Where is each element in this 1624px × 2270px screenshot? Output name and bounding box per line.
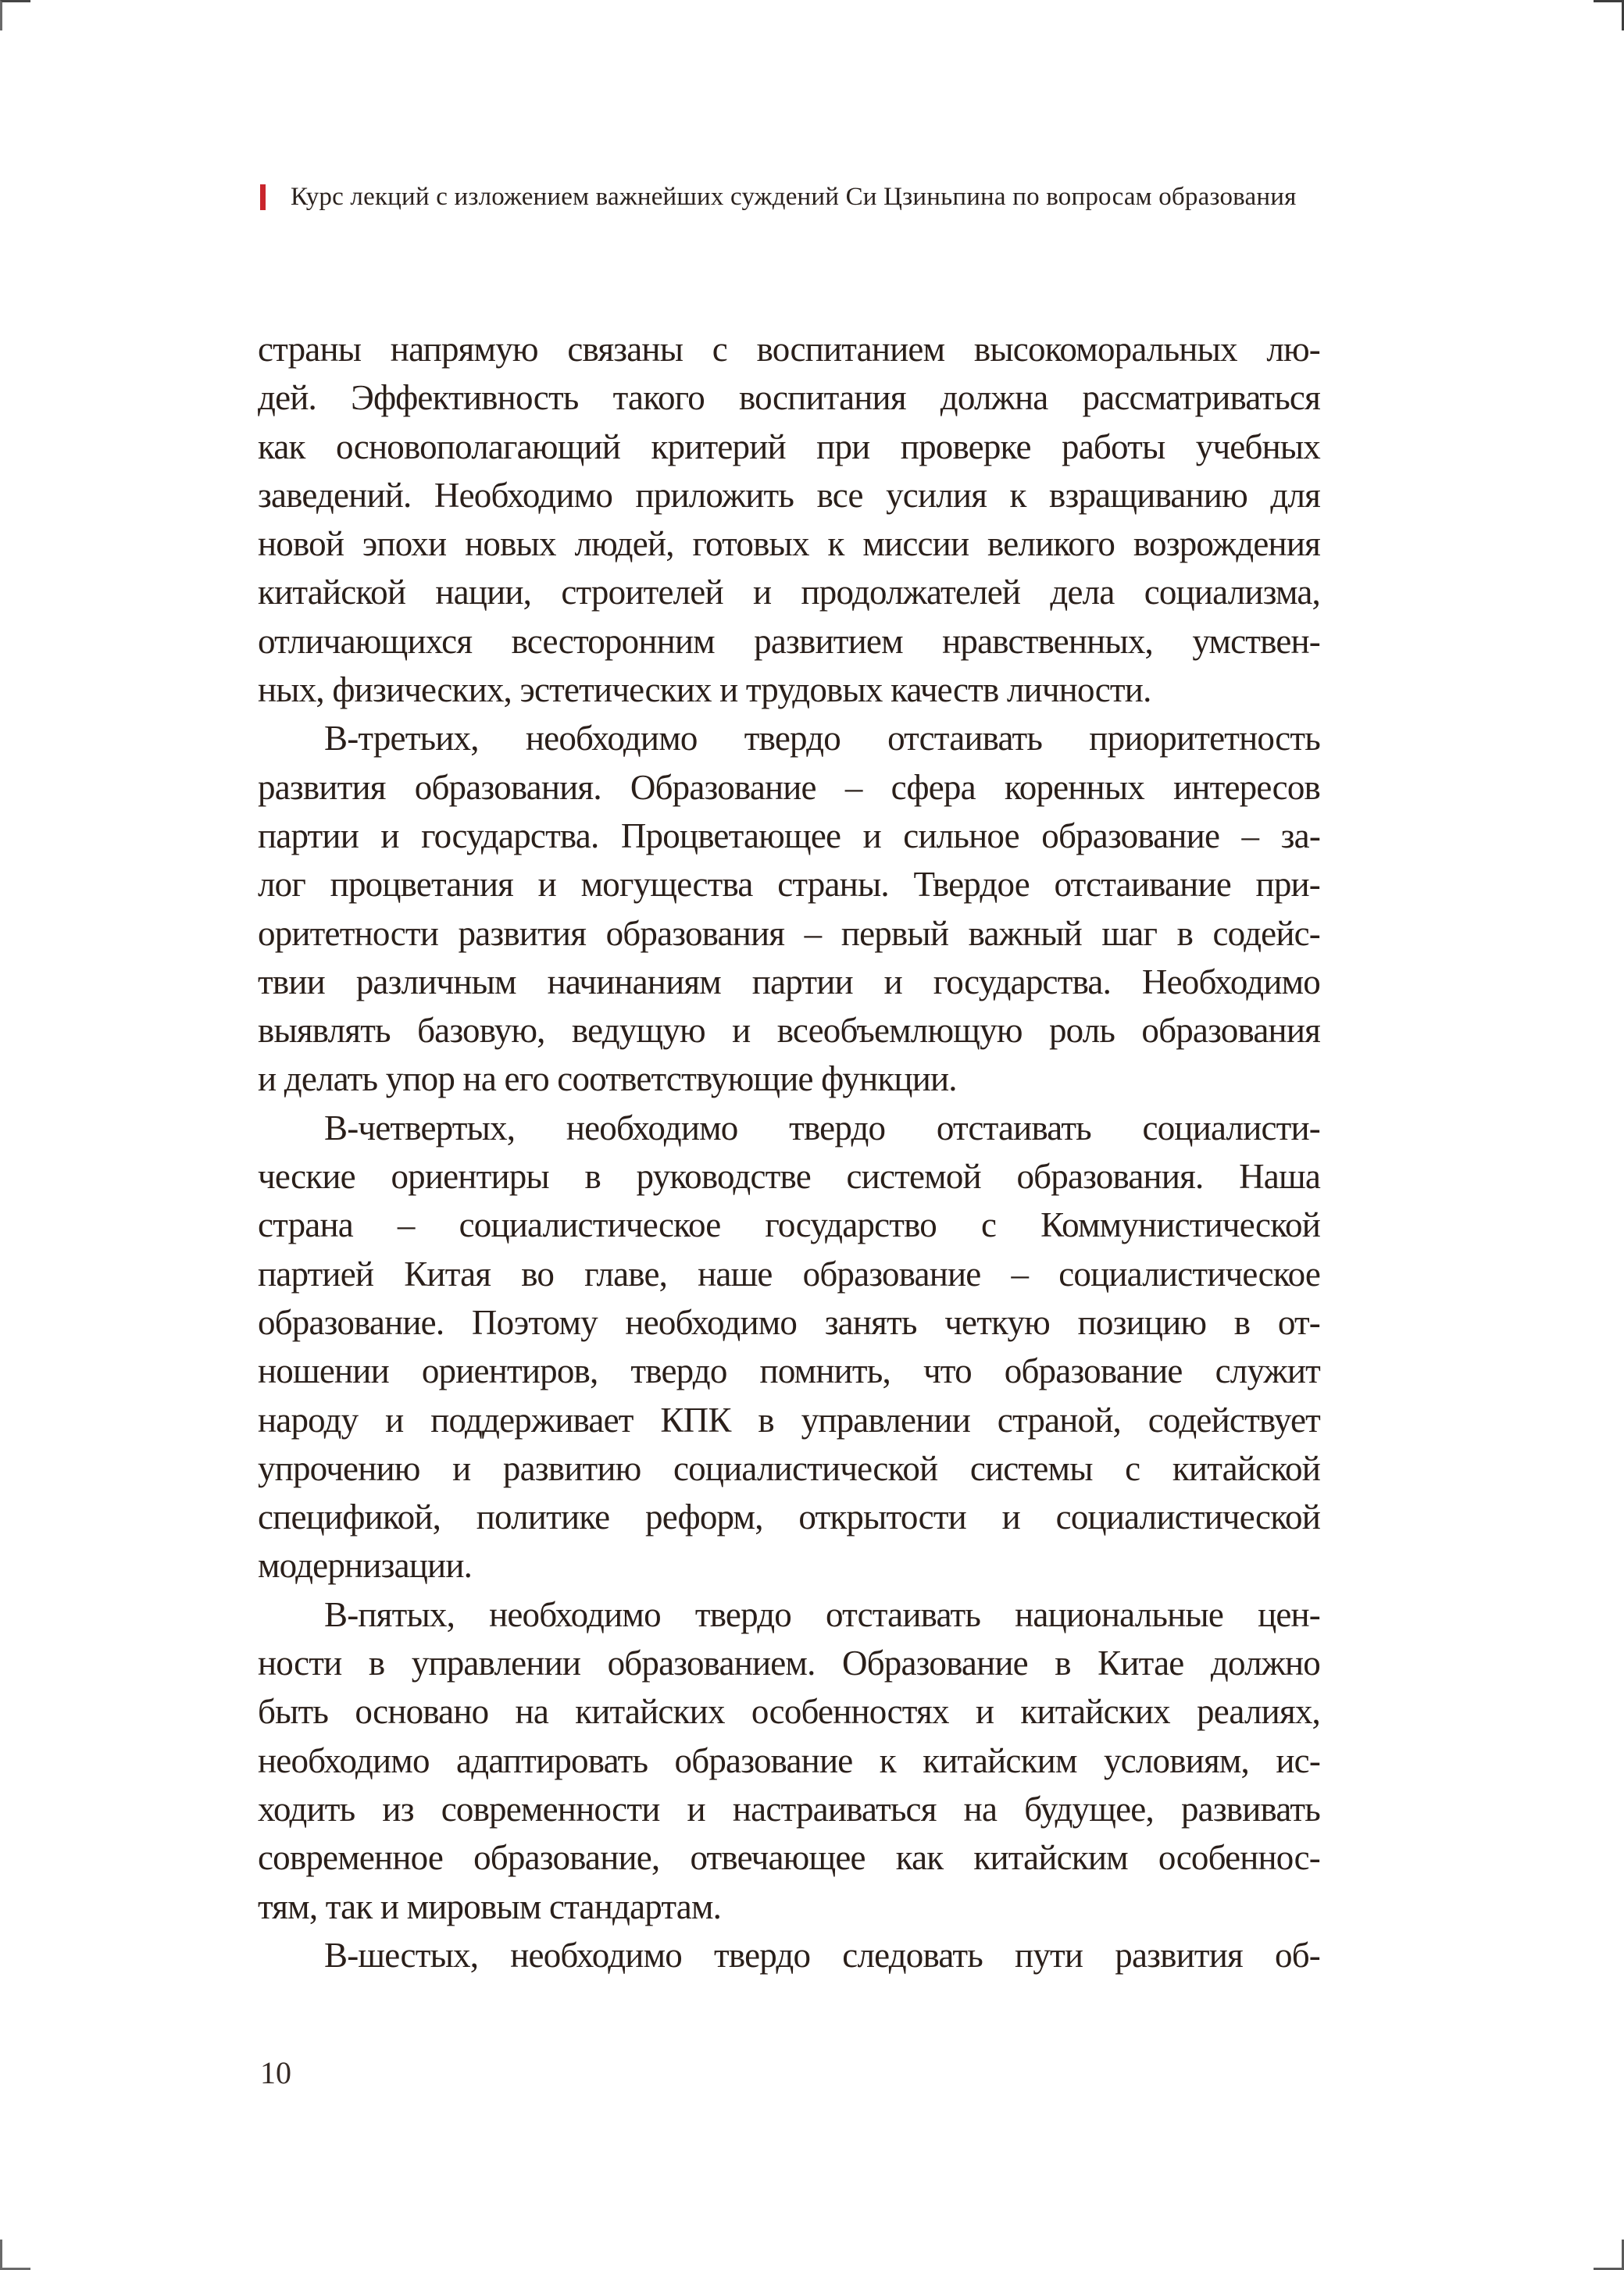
body-line: модернизации. — [258, 1546, 473, 1586]
body-line: твии различным начинаниям партии и государства. Необходимо — [258, 962, 1320, 1001]
scan-corner-mark-top-left — [0, 0, 30, 30]
body-line: ных, физических, эстетических и трудовых качеств личности. — [258, 670, 1151, 710]
body-line: страна – социалистическое государство с Коммунистической — [258, 1205, 1320, 1245]
body-line: упрочению и развитию социалистической системы с китайской — [258, 1448, 1320, 1488]
body-line: В-четвертых, необходимо твердо отстаивать социалисти- — [324, 1108, 1320, 1147]
body-line: В-шестых, необходимо твердо следовать пути развития об- — [324, 1935, 1320, 1975]
body-line: оритетности развития образования – первый важный шаг в содейс- — [258, 913, 1320, 953]
body-line: быть основано на китайских особенностях и китайских реалиях, — [258, 1692, 1320, 1732]
body-line: заведений. Необходимо приложить все усилия к взращиванию для — [258, 475, 1320, 515]
body-line: ношении ориентиров, твердо помнить, что образование служит — [258, 1351, 1320, 1391]
page-number: 10 — [260, 2055, 291, 2090]
body-line: спецификой, политике реформ, открытости и социалистической — [258, 1497, 1320, 1537]
body-line: образование. Поэтому необходимо занять четкую позицию в от- — [258, 1302, 1320, 1342]
body-line: современное образование, отвечающее как китайским особеннос- — [258, 1838, 1320, 1878]
running-header-title: Курс лекций с изложением важнейших суждений Си Цзиньпина по вопросам образования — [291, 183, 1297, 211]
body-line: страны напрямую связаны с воспитанием высокоморальных лю- — [258, 330, 1320, 369]
running-header — [260, 184, 1296, 210]
scan-corner-mark-top-right — [1594, 0, 1624, 30]
scan-corner-mark-bottom-right — [1594, 2240, 1624, 2270]
body-line: развития образования. Образование – сфера коренных интересов — [258, 767, 1320, 807]
body-line: партии и государства. Процветающее и сильное образование – за- — [258, 816, 1320, 855]
red-tick-bar — [260, 184, 266, 210]
body-line: отличающихся всесторонним развитием нравственных, умствен- — [258, 621, 1320, 661]
body-line: В-третьих, необходимо твердо отстаивать приоритетность — [324, 719, 1320, 758]
body-line: ности в управлении образованием. Образование в Китае должно — [258, 1644, 1320, 1683]
body-line: ходить из современности и настраиваться на будущее, развивать — [258, 1789, 1320, 1829]
body-line: выявлять базовую, ведущую и всеобъемлющую роль образования — [258, 1011, 1320, 1051]
body-line: новой эпохи новых людей, готовых к миссии великого возрождения — [258, 524, 1320, 564]
body-line: как основополагающий критерий при проверке работы учебных — [258, 427, 1320, 466]
body-line: дей. Эффективность такого воспитания должна рассматриваться — [258, 378, 1320, 418]
body-line: лог процветания и могущества страны. Твердое отстаивание при- — [258, 865, 1320, 905]
body-line: тям, так и мировым стандартам. — [258, 1886, 722, 1926]
scan-corner-mark-bottom-left — [0, 2240, 30, 2270]
body-line: ческие ориентиры в руководстве системой образования. Наша — [258, 1157, 1320, 1197]
body-line: необходимо адаптировать образование к китайским условиям, ис- — [258, 1740, 1320, 1780]
body-line: и делать упор на его соответствующие функции. — [258, 1059, 957, 1099]
body-line: народу и поддерживает КПК в управлении страной, содействует — [258, 1400, 1320, 1440]
body-line: партией Китая во главе, наше образование – социалистическое — [258, 1254, 1320, 1294]
body-line: В-пятых, необходимо твердо отстаивать национальные цен- — [324, 1594, 1320, 1634]
body-line: китайской нации, строителей и продолжателей дела социализма, — [258, 573, 1320, 612]
body-text-block — [258, 325, 1320, 1979]
